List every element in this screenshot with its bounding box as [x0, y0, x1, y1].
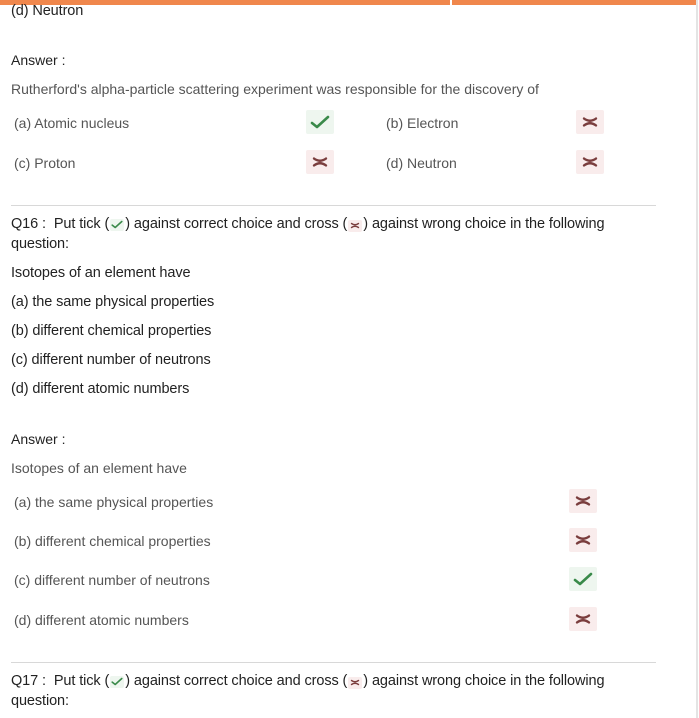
q17-instruction-line2: question: — [11, 693, 69, 709]
tick-icon — [306, 110, 334, 134]
q15-answer-statement: Rutherford's alpha-particle scattering experiment was responsible for the discovery of — [11, 81, 539, 97]
q16-option-c: (c) different number of neutrons — [11, 352, 211, 368]
q16-stem: Isotopes of an element have — [11, 265, 191, 281]
q15-option-d: (d) Neutron — [386, 155, 457, 171]
tick-icon — [569, 567, 597, 591]
tick-icon — [110, 219, 124, 231]
cross-icon — [348, 677, 362, 689]
instruction-text: ) against correct choice and cross ( — [125, 216, 348, 232]
q16-number: Q16 : — [11, 216, 46, 232]
instruction-text: ) against correct choice and cross ( — [125, 673, 348, 689]
cross-icon — [569, 528, 597, 552]
accent-bar-divider — [450, 0, 452, 5]
q16-answer-label: Answer : — [11, 431, 66, 447]
q15-option-c: (c) Proton — [14, 155, 76, 171]
instruction-text: ) against wrong choice in the following — [363, 216, 605, 232]
section-divider — [11, 662, 656, 663]
cross-icon — [576, 150, 604, 174]
q15-option-b: (b) Electron — [386, 115, 459, 131]
q16-option-b: (b) different chemical properties — [11, 323, 212, 339]
cross-icon — [348, 220, 362, 232]
cross-icon — [306, 150, 334, 174]
q16-option-d: (d) different atomic numbers — [11, 381, 190, 397]
accent-top-bar — [0, 0, 697, 5]
q16-instruction-line2: question: — [11, 236, 69, 252]
instruction-text: Put tick ( — [53, 216, 110, 232]
q16-answer-option-c: (c) different number of neutrons — [14, 572, 210, 588]
q16-answer-option-b: (b) different chemical properties — [14, 533, 211, 549]
cross-icon — [569, 607, 597, 631]
q16-answer-option-d: (d) different atomic numbers — [14, 612, 189, 628]
q15-answer-label: Answer : — [11, 52, 66, 68]
q16-answer-option-a: (a) the same physical properties — [14, 494, 214, 510]
q17-number: Q17 : — [11, 673, 46, 689]
q16-option-a: (a) the same physical properties — [11, 294, 215, 310]
section-divider — [11, 205, 656, 206]
instruction-text: Put tick ( — [53, 673, 110, 689]
instruction-text: ) against wrong choice in the following — [363, 673, 605, 689]
q15-option-a: (a) Atomic nucleus — [14, 115, 130, 131]
cross-icon — [576, 110, 604, 134]
cross-icon — [569, 489, 597, 513]
page-right-border — [696, 0, 698, 718]
q16-answer-statement: Isotopes of an element have — [11, 460, 187, 476]
prev-question-option: (d) Neutron — [11, 3, 84, 19]
q16-instruction — [11, 216, 604, 232]
q17-instruction — [11, 673, 604, 689]
tick-icon — [110, 676, 124, 688]
